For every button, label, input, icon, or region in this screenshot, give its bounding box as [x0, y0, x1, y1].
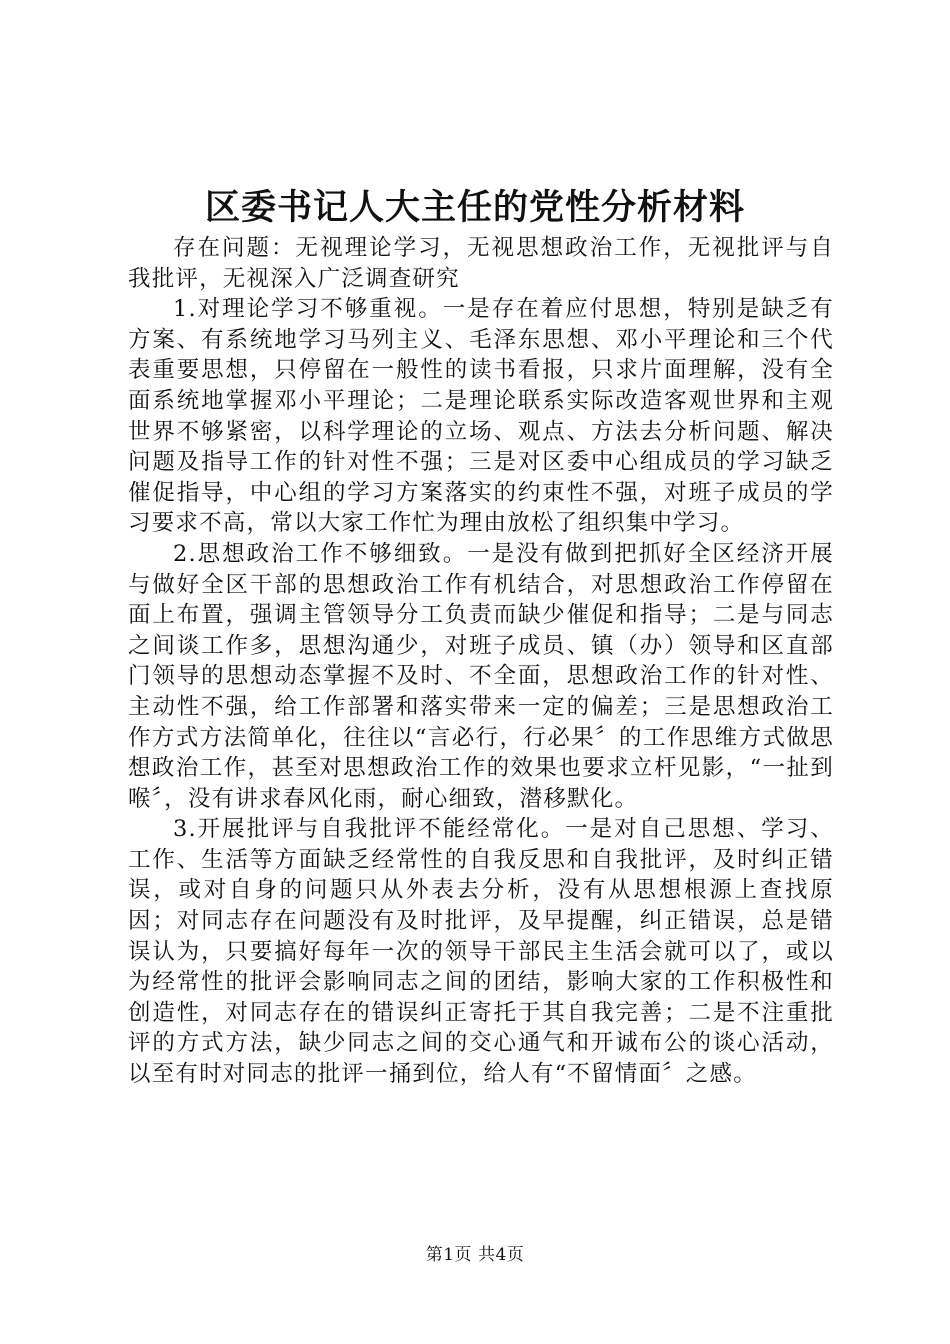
paragraph-criticism: 3.开展批评与自我批评不能经常化。一是对自己思想、学习、工作、生活等方面缺乏经常性的自我反思和自我批评，及时纠正错误，或对自身的问题只从外表去分析，没有从思想根源上查找原因；对同志存在问题没有及时批评，及早提醒，纠正错误，总是错误认为，只要搞好每年一次的领导干部民主生活会就可以了，或以为经常性的批评会影响同志之间的团结，影响大家的工作积极性和创造性，对同志存在的错误纠正寄托于其自我完善；二是不注重批评的方式方法，缺少同志之间的交心通气和开诚布公的谈心活动，以至有时对同志的批评一捅到位，给人有“不留情面〞之感。 [128, 816, 834, 1088]
page-footer: 第1页 共4页 [425, 1245, 525, 1265]
document-body [128, 233, 834, 1090]
paragraph-problems: 存在问题：无视理论学习，无视思想政治工作，无视批评与自我批评，无视深入广泛调查研究 [128, 235, 834, 292]
document-title: 区委书记人大主任的党性分析材料 [204, 187, 745, 228]
paragraph-ideological-work: 2.思想政治工作不够细致。一是没有做到把抓好全区经济开展与做好全区干部的思想政治工作有机结合，对思想政治工作停留在面上布置，强调主管领导分工负责而缺少催促和指导；二是与同志之间谈工作多，思想沟通少，对班子成员、镇（办）领导和区直部门领导的思想动态掌握不及时、不全面，思想政治工作的针对性、主动性不强，给工作部署和落实带来一定的偏差；三是思想政治工作方式方法简单化，往往以“言必行，行必果〞的工作思维方式做思想政治工作，甚至对思想政治工作的效果也要求立杆见影，“一扯到喉〞，没有讲求春风化雨，耐心细致，潜移默化。 [128, 540, 834, 812]
paragraph-theory-study: 1.对理论学习不够重视。一是存在着应付思想，特别是缺乏有方案、有系统地学习马列主义、毛泽东思想、邓小平理论和三个代表重要思想，只停留在一般性的读书看报，只求片面理解，没有全面系统地掌握邓小平理论；二是理论联系实际改造客观世界和主观世界不够紧密，以科学理论的立场、观点、方法去分析问题、解决问题及指导工作的针对性不强；三是对区委中心组成员的学习缺乏催促指导，中心组的学习方案落实的约束性不强，对班子成员的学习要求不高，常以大家工作忙为理由放松了组织集中学习。 [128, 296, 834, 537]
